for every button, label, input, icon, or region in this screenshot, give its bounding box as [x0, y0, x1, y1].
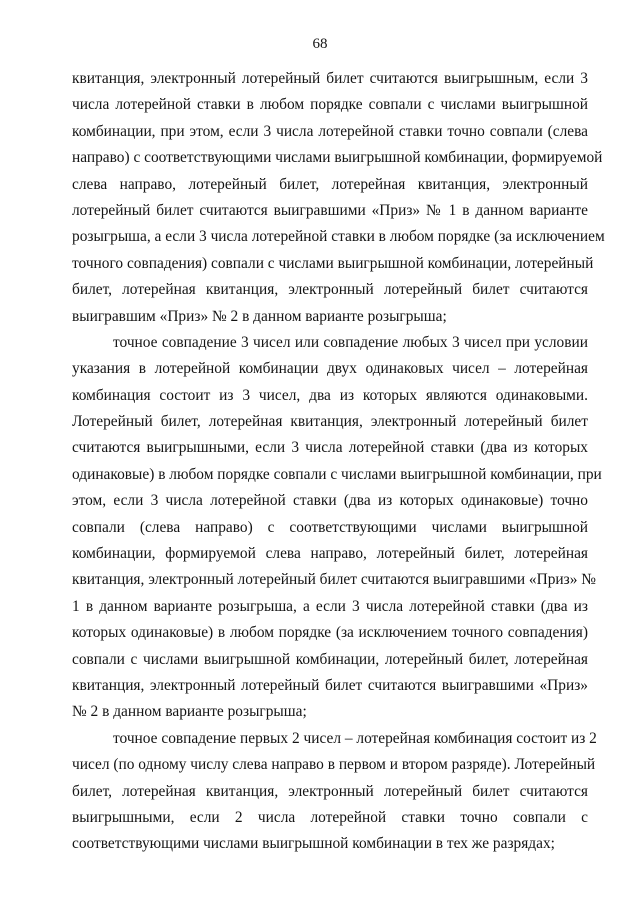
text-line: выигрышными, если 2 числа лотерейной ставки точно совпали с	[72, 808, 588, 826]
text-line: лотерейный билет считаются выигравшими «Приз» № 1 в данном варианте	[72, 201, 588, 219]
text-line: билет, лотерейная квитанция, электронный лотерейный билет считаются	[72, 281, 588, 299]
text-line: точного совпадения) совпали с числами выигрышной комбинации, лотерейный	[72, 254, 594, 272]
text-line: считаются выигрышными, если 3 числа лотерейной ставки (два из которых	[72, 439, 588, 457]
text-line: № 2 в данном варианте розыгрыша;	[72, 703, 307, 721]
document-body	[72, 66, 605, 858]
text-line: билет, лотерейная квитанция, электронный лотерейный билет считаются	[72, 782, 588, 800]
paragraph-first-two-numbers	[72, 726, 597, 858]
text-line: комбинации, формируемой слева направо, лотерейный билет, лотерейная	[72, 545, 588, 563]
text-line: одинаковые) в любом порядке совпали с числами выигрышной комбинации, при	[72, 465, 602, 483]
text-line: этом, если 3 числа лотерейной ставки (два из которых одинаковые) точно	[72, 492, 588, 510]
text-line: 1 в данном варианте розыгрыша, а если 3 числа лотерейной ставки (два из	[72, 597, 588, 615]
text-line: розыгрыша, а если 3 числа лотерейной ставки в любом порядке (за исключением	[72, 228, 605, 246]
text-line: числа лотерейной ставки в любом порядке совпали с числами выигрышной	[72, 96, 588, 114]
text-line: комбинации, при этом, если 3 числа лотерейной ставки точно совпали (слева	[72, 122, 588, 140]
text-line: соответствующими числами выигрышной комбинации в тех же разрядах;	[72, 835, 555, 853]
text-line: направо) с соответствующими числами выигрышной комбинации, формируемой	[72, 149, 603, 167]
text-line: точное совпадение 3 чисел или совпадение любых 3 чисел при условии	[113, 333, 588, 351]
text-line: совпали (слева направо) с соответствующими числами выигрышной	[72, 518, 588, 536]
text-line: совпали с числами выигрышной комбинации, лотерейный билет, лотерейная	[72, 650, 588, 668]
text-line: точное совпадение первых 2 чисел – лотерейная комбинация состоит из 2	[113, 729, 597, 747]
text-line: квитанция, электронный лотерейный билет считаются выигравшими «Приз»	[72, 676, 588, 694]
paragraph-winning-conditions-continued	[72, 66, 605, 330]
text-line: указания в лотерейной комбинации двух одинаковых чисел – лотерейная	[72, 360, 588, 378]
text-line: Лотерейный билет, лотерейная квитанция, электронный лотерейный билет	[72, 413, 588, 431]
text-line: чисел (по одному числу слева направо в первом и втором разряде). Лотерейный	[72, 756, 596, 774]
text-line: выигравшим «Приз» № 2 в данном варианте розыгрыша;	[72, 307, 447, 325]
text-line: которых одинаковые) в любом порядке (за исключением точного совпадения)	[72, 624, 588, 642]
paragraph-three-numbers-with-duplicates	[72, 330, 602, 726]
text-line: квитанция, электронный лотерейный билет считаются выигравшими «Приз» №	[72, 571, 596, 589]
text-line: слева направо, лотерейный билет, лотерейная квитанция, электронный	[72, 175, 588, 193]
text-line: квитанция, электронный лотерейный билет считаются выигрышным, если 3	[72, 70, 588, 87]
text-line: комбинация состоит из 3 чисел, два из которых являются одинаковыми.	[72, 386, 588, 404]
page-number: 68	[312, 36, 328, 52]
